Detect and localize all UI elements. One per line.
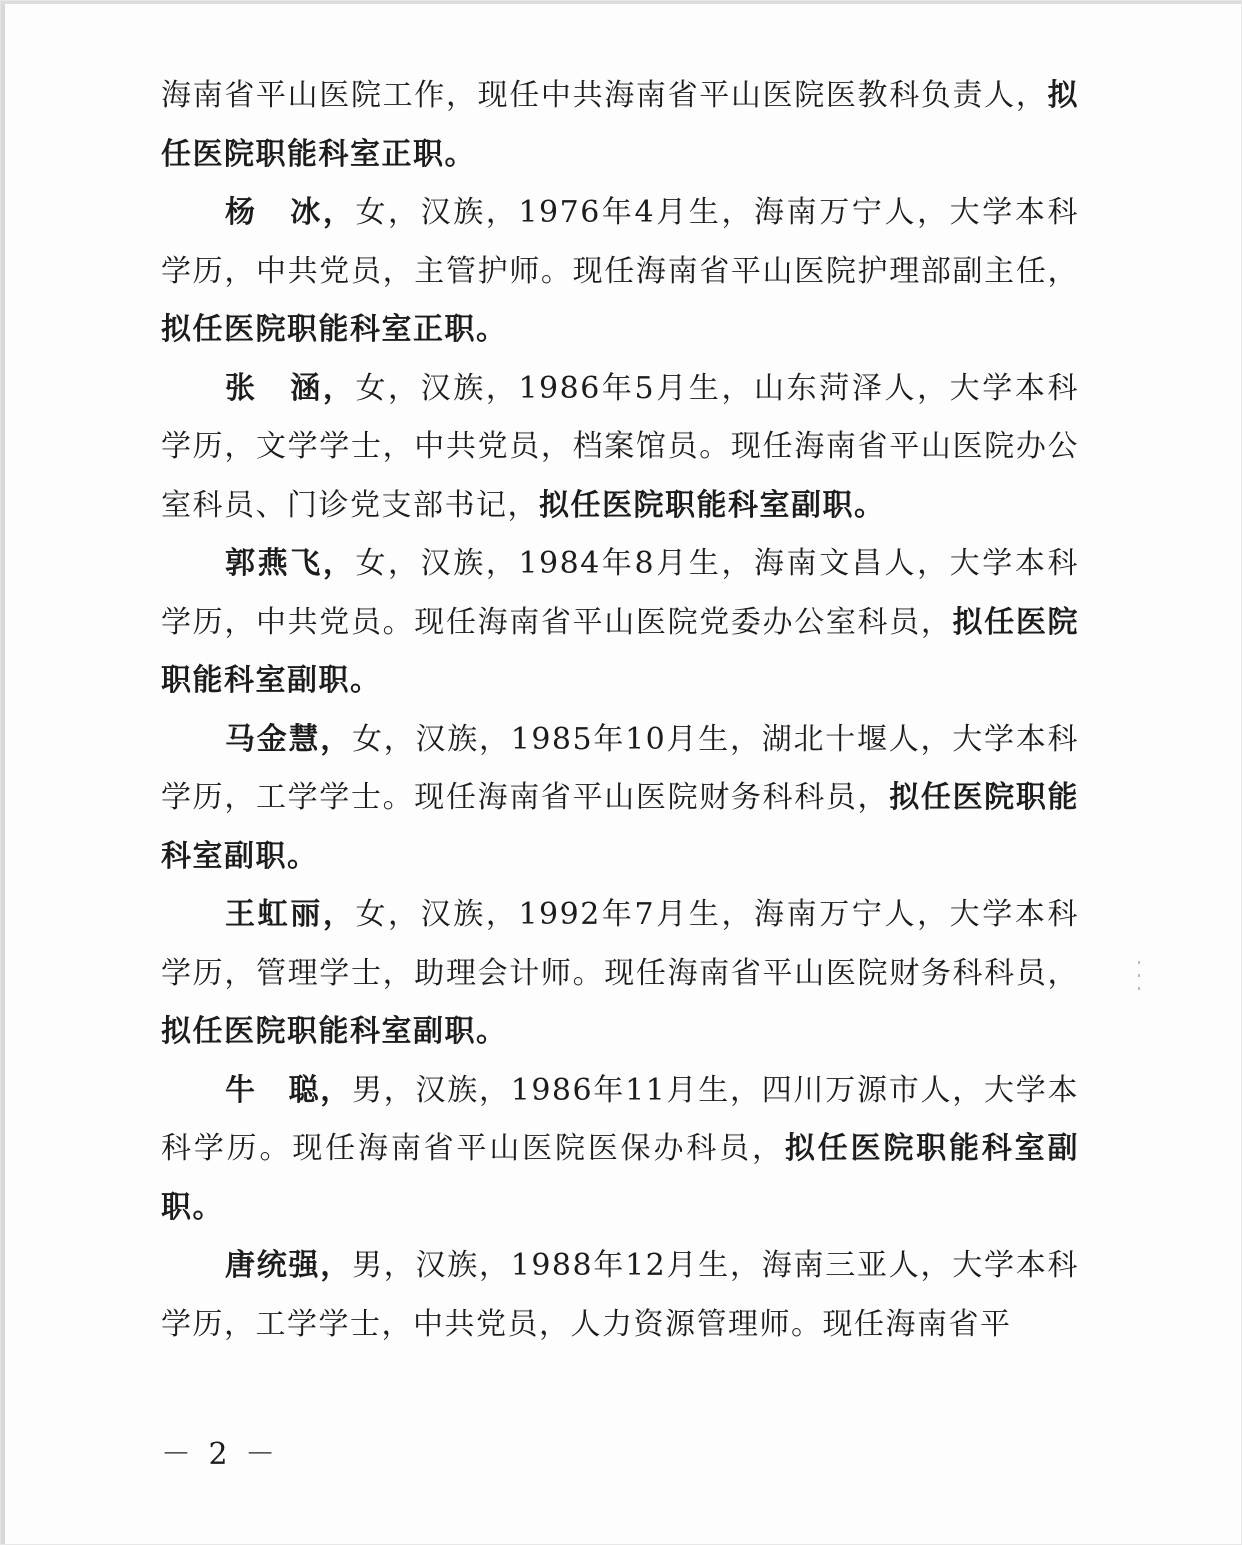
candidate-name: 王虹丽， bbox=[225, 897, 356, 932]
paragraph-text: 女，汉族，1992年7月生，海南万宁人，大学本科学历，管理学士，助理会计师。现任海南省平山医院财务科科员， bbox=[161, 897, 1080, 991]
appointment-text: 拟任医院职能科室副职。 bbox=[161, 604, 1080, 698]
candidate-name: 张 涵， bbox=[225, 370, 356, 406]
scan-artifact bbox=[1138, 961, 1141, 1001]
appointment-text: 拟任医院职能科室正职。 bbox=[161, 312, 508, 347]
candidate-paragraph bbox=[161, 711, 1079, 887]
paragraph-text: 男，汉族，1986年11月生，四川万源市人，大学本科学历。现任海南省平山医院医保办科员， bbox=[161, 1072, 1079, 1166]
paragraph-text: 男，汉族，1988年12月生，海南三亚人，大学本科学历，工学学士，中共党员，人力资源管理师。现任海南省平 bbox=[161, 1248, 1079, 1342]
candidate-paragraph bbox=[161, 184, 1079, 360]
candidate-name: 牛 聪， bbox=[225, 1072, 352, 1108]
paragraph-text: 海南省平山医院工作，现任中共海南省平山医院医教科负责人， bbox=[161, 78, 1048, 113]
appointment-text: 拟任医院职能科室正职。 bbox=[161, 78, 1079, 172]
paragraph-text: 女，汉族，1986年5月生，山东菏泽人，大学本科学历，文学学士，中共党员，档案馆员。现任海南省平山医院办公室科员、门诊党支部书记， bbox=[161, 370, 1080, 523]
candidate-paragraph bbox=[161, 535, 1079, 711]
candidate-name: 杨 冰， bbox=[225, 195, 356, 230]
appointment-text: 拟任医院职能科室副职。 bbox=[539, 487, 886, 523]
paragraph-text: 女，汉族，1984年8月生，海南文昌人，大学本科学历，中共党员。现任海南省平山医院党委办公室科员， bbox=[161, 546, 1080, 640]
document-body bbox=[161, 67, 1079, 1354]
candidate-name: 马金慧， bbox=[225, 721, 352, 757]
candidate-paragraph bbox=[161, 1062, 1079, 1238]
appointment-text: 拟任医院职能科室副职。 bbox=[161, 1131, 1080, 1225]
candidate-paragraph bbox=[161, 886, 1079, 1062]
paragraph-text: 女，汉族，1985年10月生，湖北十堰人，大学本科学历，工学学士。现任海南省平山医院财务科科员， bbox=[161, 721, 1079, 815]
candidate-paragraph bbox=[161, 1237, 1079, 1354]
candidate-name: 唐统强， bbox=[225, 1248, 352, 1283]
paragraph-continuation bbox=[161, 67, 1079, 184]
candidate-paragraph bbox=[161, 360, 1079, 536]
candidate-name: 郭燕飞， bbox=[225, 546, 356, 581]
appointment-text: 拟任医院职能科室副职。 bbox=[161, 1014, 508, 1049]
paragraph-text: 女，汉族，1976年4月生，海南万宁人，大学本科学历，中共党员，主管护师。现任海南省平山医院护理部副主任， bbox=[161, 195, 1080, 289]
appointment-text: 拟任医院职能科室副职。 bbox=[161, 780, 1080, 874]
page-number: － 2 － bbox=[161, 1437, 280, 1472]
